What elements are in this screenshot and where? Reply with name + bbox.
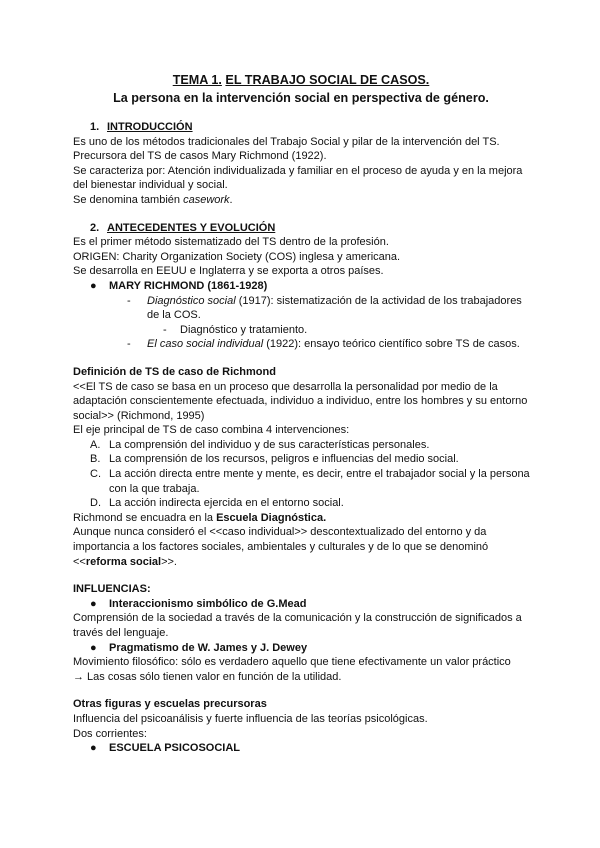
intro-paragraph-2: Precursora del TS de casos Mary Richmond (1922). bbox=[73, 150, 327, 163]
otras-paragraph-2: Dos corrientes: bbox=[73, 727, 147, 740]
item-text: La comprensión del individuo y de sus características personales. bbox=[109, 438, 430, 451]
diagnostico-social-title: Diagnóstico social bbox=[147, 294, 236, 307]
definition-heading: Definición de TS de caso de Richmond bbox=[73, 365, 276, 378]
section-2-title: ANTECEDENTES Y EVOLUCIÓN bbox=[107, 221, 276, 234]
intro-paragraph-1: Es uno de los métodos tradicionales del Trabajo Social y pilar de la intervención del TS. bbox=[73, 135, 500, 148]
intervention-item-c bbox=[73, 467, 533, 496]
sub-dash-item bbox=[73, 323, 533, 338]
document-title bbox=[69, 72, 533, 89]
dash-mark: - bbox=[163, 323, 167, 336]
dash-item-caso-social bbox=[73, 337, 533, 352]
bullet-escuela-psicosocial bbox=[73, 741, 533, 756]
interaccionismo-label: Interaccionismo simbólico de G.Mead bbox=[109, 597, 307, 610]
escuela-diagnostica-line bbox=[73, 511, 533, 526]
otras-figuras-heading: Otras figuras y escuelas precursoras bbox=[73, 698, 267, 711]
antecedentes-paragraph-1: Es el primer método sistematizado del TS dentro de la profesión. bbox=[73, 236, 389, 249]
aunque-text: Aunque nunca consideró el <<caso individual>> descontextualizado del entorno y da importancia a los factores sociales, ambientales y culturales y de lo que se denominó << bbox=[73, 526, 489, 568]
influences-heading: INFLUENCIAS: bbox=[73, 583, 151, 596]
intervention-item-d bbox=[73, 496, 533, 511]
bullet-dot: ● bbox=[90, 279, 97, 292]
interaccionismo-text: Comprensión de la sociedad a través de la comunicación y la construcción de significados a través del lenguaje. bbox=[73, 612, 522, 639]
diagnostico-tratamiento: Diagnóstico y tratamiento. bbox=[180, 323, 308, 336]
otras-paragraph-1: Influencia del psicoanálisis y fuerte influencia de las teorías psicológicas. bbox=[73, 712, 428, 725]
item-marker: A. bbox=[90, 438, 101, 451]
richmond-text: Richmond se encuadra en la bbox=[73, 511, 217, 524]
diagnostico-social-text: (1917): sistematización de la actividad de los trabajadores de la COS. bbox=[147, 294, 522, 322]
antecedentes-paragraph-2: ORIGEN: Charity Organization Society (COS) inglesa y americana. bbox=[73, 250, 401, 263]
dash-mark: - bbox=[127, 338, 131, 351]
title-prefix: TEMA 1. bbox=[172, 73, 222, 87]
section-1-title: INTRODUCCIÓN bbox=[107, 121, 193, 133]
dash-mark: - bbox=[127, 294, 131, 307]
antecedentes-paragraph-3: Se desarrolla en EEUU e Inglaterra y se exporta a otros países. bbox=[73, 265, 384, 278]
pragmatismo-text-2: → Las cosas sólo tienen valor en función de la utilidad. bbox=[73, 670, 342, 683]
bullet-pragmatismo bbox=[73, 641, 533, 656]
escuela-diagnostica: Escuela Diagnóstica. bbox=[216, 511, 327, 524]
section-2-number: 2. bbox=[90, 221, 100, 234]
bullet-dot: ● bbox=[90, 641, 97, 654]
casework-term: casework bbox=[183, 193, 230, 206]
item-marker: D. bbox=[90, 497, 101, 510]
document-subtitle: La persona en la intervención social en perspectiva de género. bbox=[113, 91, 489, 105]
pragmatismo-text-1: Movimiento filosófico: sólo es verdadero aquello que tiene efectivamente un valor práctico bbox=[73, 656, 511, 669]
reforma-social: reforma social bbox=[85, 555, 162, 568]
caso-social-text: (1922): ensayo teórico científico sobre TS de casos. bbox=[263, 338, 520, 351]
bullet-mary-richmond bbox=[73, 279, 533, 294]
intervention-item-a bbox=[73, 438, 533, 453]
bullet-interaccionismo bbox=[73, 597, 533, 612]
richmond-quote: <<El TS de caso se basa en un proceso que desarrolla la personalidad por medio de la adaptación conscientemente efectuada, individuo a individuo, entre los hombres y su entorno social>> (Richmond, 1995) bbox=[73, 380, 528, 422]
escuela-psicosocial-label: ESCUELA PSICOSOCIAL bbox=[109, 742, 240, 755]
item-text: La acción indirecta ejercida en el entorno social. bbox=[109, 497, 344, 510]
item-marker: B. bbox=[90, 453, 101, 466]
section-1-number: 1. bbox=[90, 121, 100, 133]
document-content bbox=[73, 72, 533, 756]
pragmatismo-label: Pragmatismo de W. James y J. Dewey bbox=[109, 641, 308, 654]
item-marker: C. bbox=[90, 468, 101, 481]
bullet-dot: ● bbox=[90, 597, 97, 610]
reforma-social-paragraph bbox=[73, 525, 533, 569]
intro-p4-text: Se denomina también bbox=[73, 193, 184, 206]
title-main: EL TRABAJO SOCIAL DE CASOS. bbox=[225, 73, 430, 87]
intro-paragraph-3: Se caracteriza por: Atención individualizada y familiar en el proceso de ayuda y en la mejora del bienestar individual y social. bbox=[73, 164, 523, 192]
eje-principal: El eje principal de TS de caso combina 4 intervenciones: bbox=[73, 424, 350, 437]
dash-item-diagnostico bbox=[73, 294, 533, 323]
bullet-dot: ● bbox=[90, 742, 97, 755]
intervention-item-b bbox=[73, 452, 533, 467]
section-2-heading bbox=[73, 221, 533, 236]
intro-p4-end: . bbox=[229, 193, 233, 206]
aunque-end: >>. bbox=[161, 555, 177, 568]
intro-paragraph-4 bbox=[73, 193, 533, 208]
item-text: La acción directa entre mente y mente, es decir, entre el trabajador social y la persona con la que trabaja. bbox=[109, 468, 530, 495]
mary-richmond-label: MARY RICHMOND (1861-1928) bbox=[109, 279, 268, 292]
section-1-heading bbox=[73, 120, 533, 135]
caso-social-title: El caso social individual bbox=[147, 338, 264, 351]
item-text: La comprensión de los recursos, peligros e influencias del medio social. bbox=[109, 453, 459, 466]
